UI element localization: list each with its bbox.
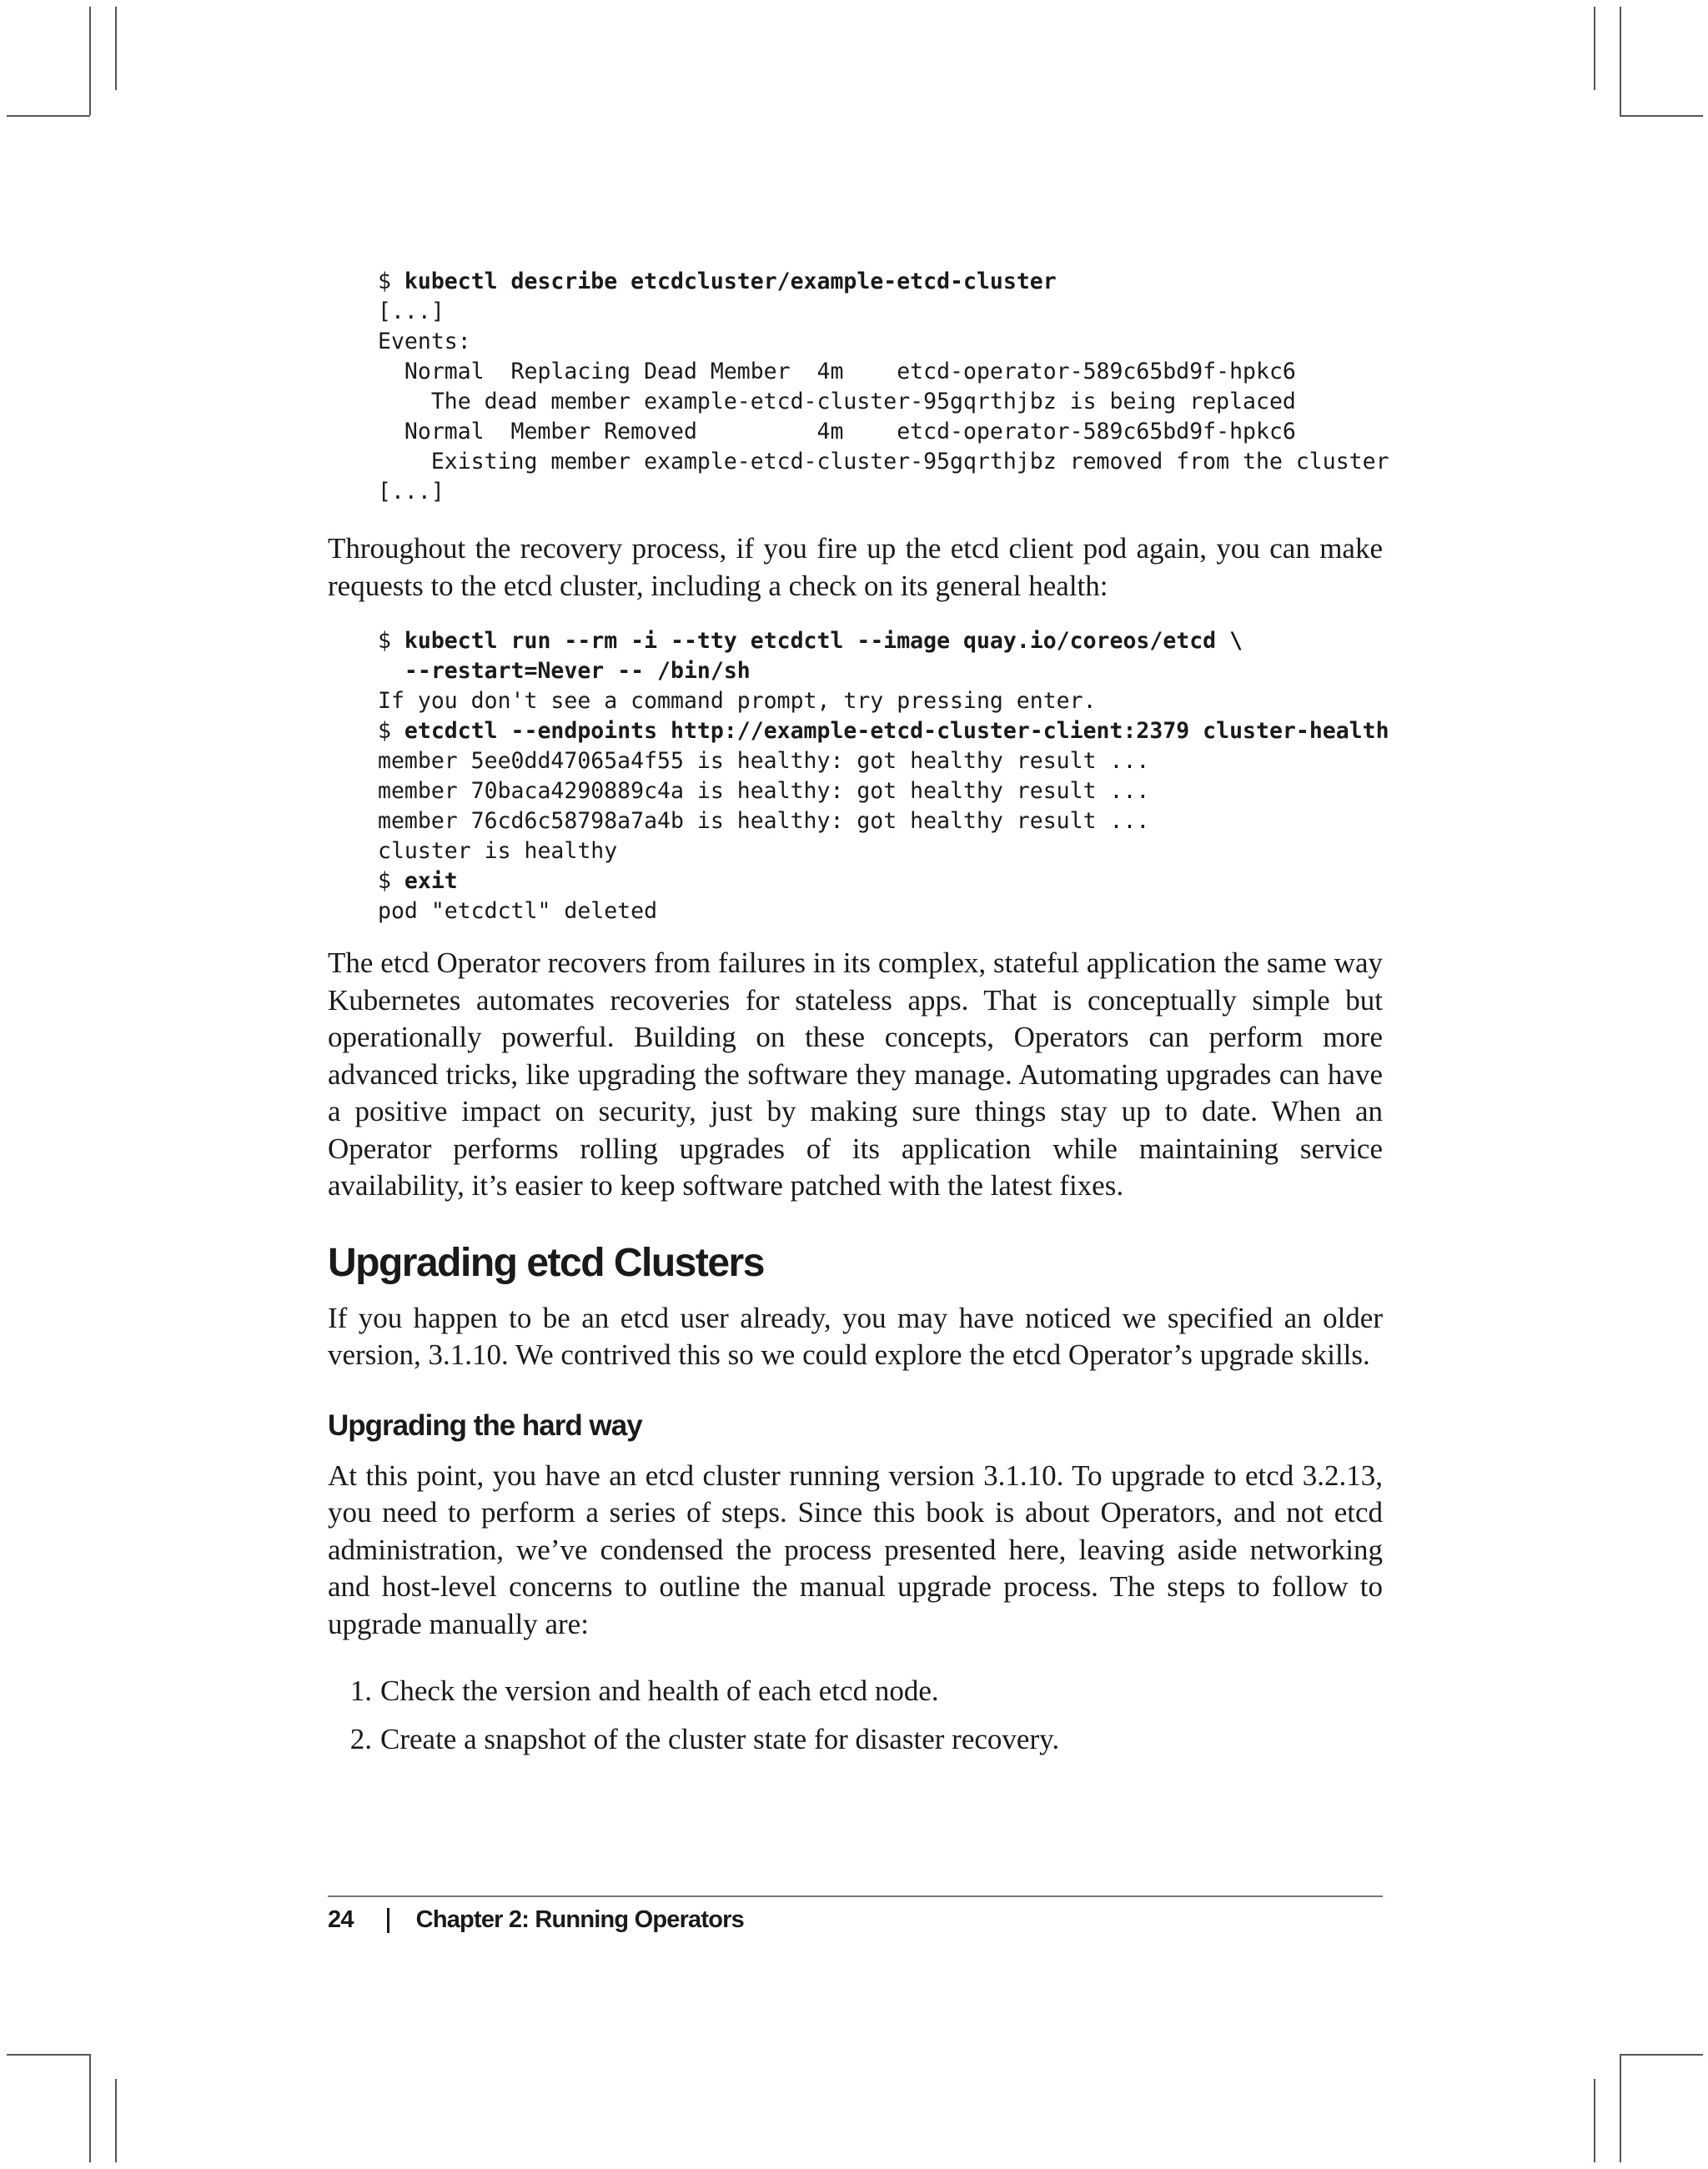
code-command: exit — [404, 868, 458, 894]
code-command: etcdctl --endpoints http://example-etcd-cluster-client:2379 cluster-health — [404, 718, 1389, 744]
code-output: [...] — [378, 479, 445, 505]
crop-mark — [89, 2054, 91, 2162]
list-item-text: Check the version and health of each etcd node. — [380, 1674, 939, 1707]
crop-mark — [1594, 2079, 1595, 2162]
paragraph-hard-way: At this point, you have an etcd cluster running version 3.1.10. To upgrade to etcd 3.2.13, you need to perform a series of steps. Since this book is about Operators, and not etcd administration, we’ve condensed the process presented here, leaving aside networking and host-level concerns to outline the manual upgrade process. The steps to follow to upgrade manually are: — [328, 1459, 1383, 1640]
code-line — [378, 746, 1383, 776]
crop-mark — [7, 2054, 90, 2056]
code-line — [378, 327, 1383, 357]
crop-mark — [1594, 7, 1595, 90]
page-footer — [328, 1906, 744, 1934]
code-line — [378, 806, 1383, 836]
code-line — [378, 267, 1383, 297]
code-output: member 70baca4290889c4a is healthy: got healthy result ... — [378, 778, 1150, 804]
subsection-heading: Upgrading the hard way — [328, 1408, 642, 1442]
code-line — [378, 387, 1383, 417]
code-line — [378, 297, 1383, 327]
code-prompt: $ — [378, 628, 404, 654]
chapter-title: Chapter 2: Running Operators — [415, 1906, 744, 1933]
code-output: Normal Replacing Dead Member 4m etcd-operator-589c65bd9f-hpkc6 — [378, 359, 1296, 384]
code-line — [378, 866, 1383, 896]
crop-mark — [115, 2079, 117, 2162]
code-command: kubectl run --rm -i --tty etcdctl --image quay.io/coreos/etcd \ — [404, 628, 1243, 654]
code-line — [378, 836, 1383, 866]
code-prompt: $ — [378, 269, 404, 294]
code-output: The dead member example-etcd-cluster-95gqrthjbz is being replaced — [378, 389, 1296, 414]
code-line — [378, 776, 1383, 806]
code-line — [378, 656, 1383, 686]
code-prompt: $ — [378, 868, 404, 894]
crop-mark — [7, 115, 90, 117]
steps-list — [328, 1673, 1383, 1758]
code-command: kubectl describe etcdcluster/example-etcd-cluster — [404, 269, 1057, 294]
crop-mark — [1620, 2054, 1703, 2056]
crop-mark — [1620, 2054, 1621, 2162]
code-line — [378, 686, 1383, 716]
list-item-number: 1. — [349, 1674, 372, 1707]
code-line — [378, 417, 1383, 447]
code-line — [378, 896, 1383, 926]
page-number: 24 — [328, 1906, 354, 1933]
footer-separator — [387, 1908, 389, 1933]
code-output: member 76cd6c58798a7a4b is healthy: got healthy result ... — [378, 808, 1150, 834]
section-heading: Upgrading etcd Clusters — [328, 1240, 764, 1285]
list-item-text: Create a snapshot of the cluster state for disaster recovery. — [380, 1723, 1060, 1755]
code-output: Events: — [378, 329, 471, 354]
paragraph-recovery: Throughout the recovery process, if you fire up the etcd client pod again, you can make requests to the etcd cluster, including a check on its general health: — [328, 532, 1383, 602]
footer-rule — [328, 1895, 1383, 1897]
code-output: If you don't see a command prompt, try pressing enter. — [378, 688, 1097, 714]
code-line — [378, 626, 1383, 656]
page-body — [328, 267, 1389, 1758]
code-block-etcdctl — [378, 626, 1389, 926]
crop-mark — [1620, 115, 1703, 117]
code-line — [378, 716, 1389, 746]
code-output: cluster is healthy — [378, 838, 618, 864]
code-block-describe — [378, 267, 1389, 507]
code-prompt: $ — [378, 718, 404, 744]
code-output: member 5ee0dd47065a4f55 is healthy: got healthy result ... — [378, 748, 1150, 774]
paragraph-older-version: If you happen to be an etcd user already, you may have noticed we specified an older version, 3.1.10. We contrived this so we could explore the etcd Operator’s upgrade skills. — [328, 1301, 1383, 1371]
list-item — [328, 1721, 1383, 1758]
code-line — [378, 447, 1389, 477]
crop-mark — [1620, 7, 1621, 115]
code-prompt — [378, 658, 404, 684]
code-line — [378, 357, 1383, 387]
code-output: Existing member example-etcd-cluster-95gqrthjbz removed from the cluster — [378, 449, 1389, 474]
list-item-number: 2. — [349, 1723, 372, 1755]
code-command: --restart=Never -- /bin/sh — [404, 658, 751, 684]
list-item — [328, 1673, 1383, 1710]
code-output: Normal Member Removed 4m etcd-operator-589c65bd9f-hpkc6 — [378, 419, 1296, 444]
code-output: [...] — [378, 299, 445, 324]
paragraph-operator-recovers: The etcd Operator recovers from failures in its complex, stateful application the same way Kubernetes automates recoveries for stateless apps. That is conceptually simple but operationally powerful. Building on these concepts, Operators can perform more advanced tricks, like upgrading the software they manage. Automating upgrades can have a positive impact on security, just by making sure things stay up to date. When an Operator performs rolling upgrades of its application while maintaining service availability, it’s easier to keep software patched with the latest fixes. — [328, 946, 1383, 1202]
crop-mark — [115, 7, 117, 90]
crop-mark — [89, 7, 91, 115]
code-output: pod "etcdctl" deleted — [378, 898, 658, 924]
code-line — [378, 477, 1383, 507]
